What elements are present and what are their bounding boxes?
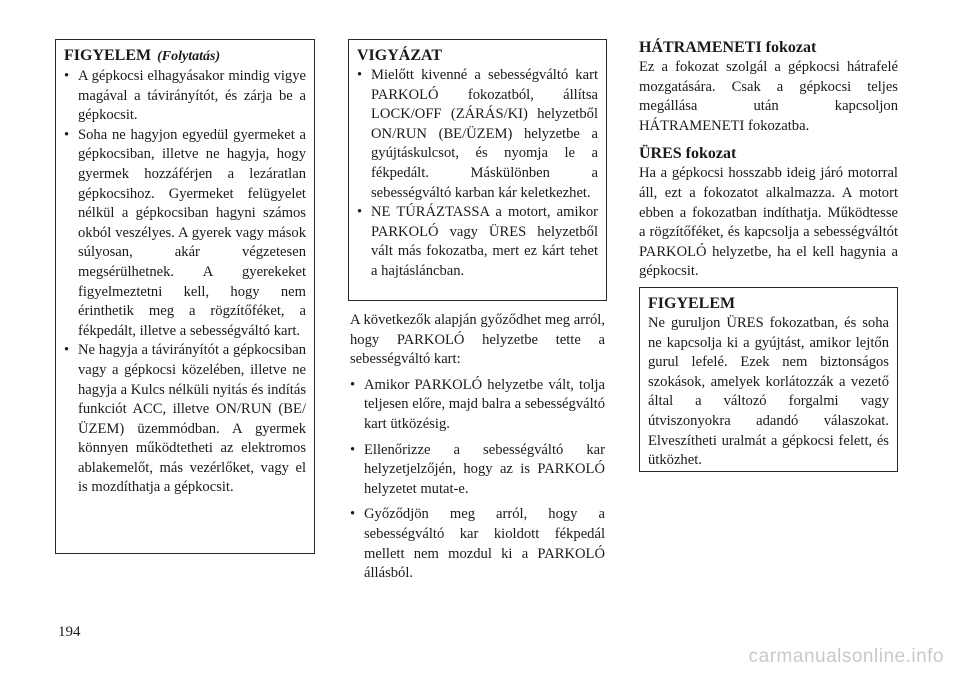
park-check-item: • Győződjön meg arról, hogy a sebességváltó kar kioldott fékpedál mellett nem mozdul ki a PARKOLÓ állásból. <box>350 505 605 583</box>
park-check-list <box>350 376 605 584</box>
caution-item: • Mielőtt kivenné a sebességváltó kart PARKOLÓ fokozatból, állítsa LOCK/OFF (ZÁRÁS/KI) helyzetből ON/RUN (BE/ÜZEM) helyzetbe a gyújtáskulcsot, és nyomja le a fékpedált. Máskülönben a sebességváltó karban kár keletkezhet. <box>357 66 598 203</box>
neutral-heading: ÜRES fokozat <box>639 145 737 163</box>
neutral-warning-box <box>639 287 898 472</box>
neutral-warning-text: Ne guruljon ÜRES fokozatban, és soha ne kapcsolja ki a gyújtást, amikor lejtőn gurul lefelé. Ezek nem biztonságos szokások, amelyek korlátozzák a vezető által a változó forgalmi vagy útviszonyokra adandó válaszokat. Elveszítheti uralmát a gépkocsi felett, és ütközhet. <box>648 315 889 469</box>
park-check-intro: A következők alapján győződhet meg arról, hogy PARKOLÓ helyzetbe tette a sebességváltó kart: <box>350 312 605 368</box>
warning-item: • A gépkocsi elhagyásakor mindig vigye magával a távirányítót, és zárja be a gépkocsit. <box>64 67 306 126</box>
warning-list <box>64 67 306 498</box>
reverse-text: Ez a fokozat szolgál a gépkocsi hátrafelé mozgatására. Csak a gépkocsi teljes megállása után kapcsoljon HÁTRAMENETI fokozatba. <box>639 59 898 134</box>
neutral-warning-title: FIGYELEM <box>648 295 736 312</box>
warning-box-title <box>64 46 306 67</box>
neutral-text: Ha a gépkocsi hosszabb ideig járó motorral áll, ezt a fokozatot alkalmazza. A motort ebben a fokozatban indíthatja. Működtesse a rögzítőféket, és kapcsolja a sebességváltót PARKOLÓ helyzetbe, ha el kell hagynia a gépkocsit. <box>639 165 898 280</box>
caution-box-title: VIGYÁZAT <box>357 47 443 64</box>
park-check-section <box>350 311 605 590</box>
warning-item: • Soha ne hagyjon egyedül gyermeket a gépkocsiban, illetve ne hagyja, hogy gyermek hozzáférjen a lezáratlan gépkocsihoz. Gyermeket felügyelet nélkül a gépkocsiban hagyni számos okból veszélyes. A gyerek vagy mások súlyosan, akár végzetesen megsérülhetnek. A gyerekeket figyelmeztetni kell, hogy nem érinthetik meg a rögzítőféket, a fékpedált, illetve a sebességváltó kart. <box>64 126 306 342</box>
continued-label: (Folytatás) <box>157 49 221 64</box>
watermark-text: carmanualsonline.info <box>748 646 944 667</box>
page-number: 194 <box>58 624 81 640</box>
reverse-heading: HÁTRAMENETI fokozat <box>639 39 817 56</box>
warning-box-continued <box>55 39 315 554</box>
right-column <box>639 38 898 282</box>
caution-box <box>348 39 607 301</box>
caution-item: • NE TÚRÁZTASSA a motort, amikor PARKOLÓ vagy ÜRES helyzetből vált más fokozatba, mert ez kárt tehet a hajtásláncban. <box>357 203 598 281</box>
caution-list <box>357 66 598 282</box>
warning-item: • Ne hagyja a távirányítót a gépkocsiban vagy a gépkocsi közelében, illetve ne hagyja a Kulcs nélküli nyitás és indítás funkciót ACC, illetve ON/RUN (BE/ ÜZEM) üzemmódban. A gyermek könnyen működtetheti az elektromos ablakemelőt, más vezérlőket, vagy el is mozdíthatja a gépkocsit. <box>64 341 306 498</box>
park-check-item: • Amikor PARKOLÓ helyzetbe vált, tolja teljesen előre, majd balra a sebességváltó kart ütközésig. <box>350 376 605 435</box>
warning-title-text: FIGYELEM <box>64 47 152 64</box>
park-check-item: • Ellenőrizze a sebességváltó kar helyzetjelzőjén, hogy az is PARKOLÓ helyzetet mutat-e. <box>350 441 605 500</box>
